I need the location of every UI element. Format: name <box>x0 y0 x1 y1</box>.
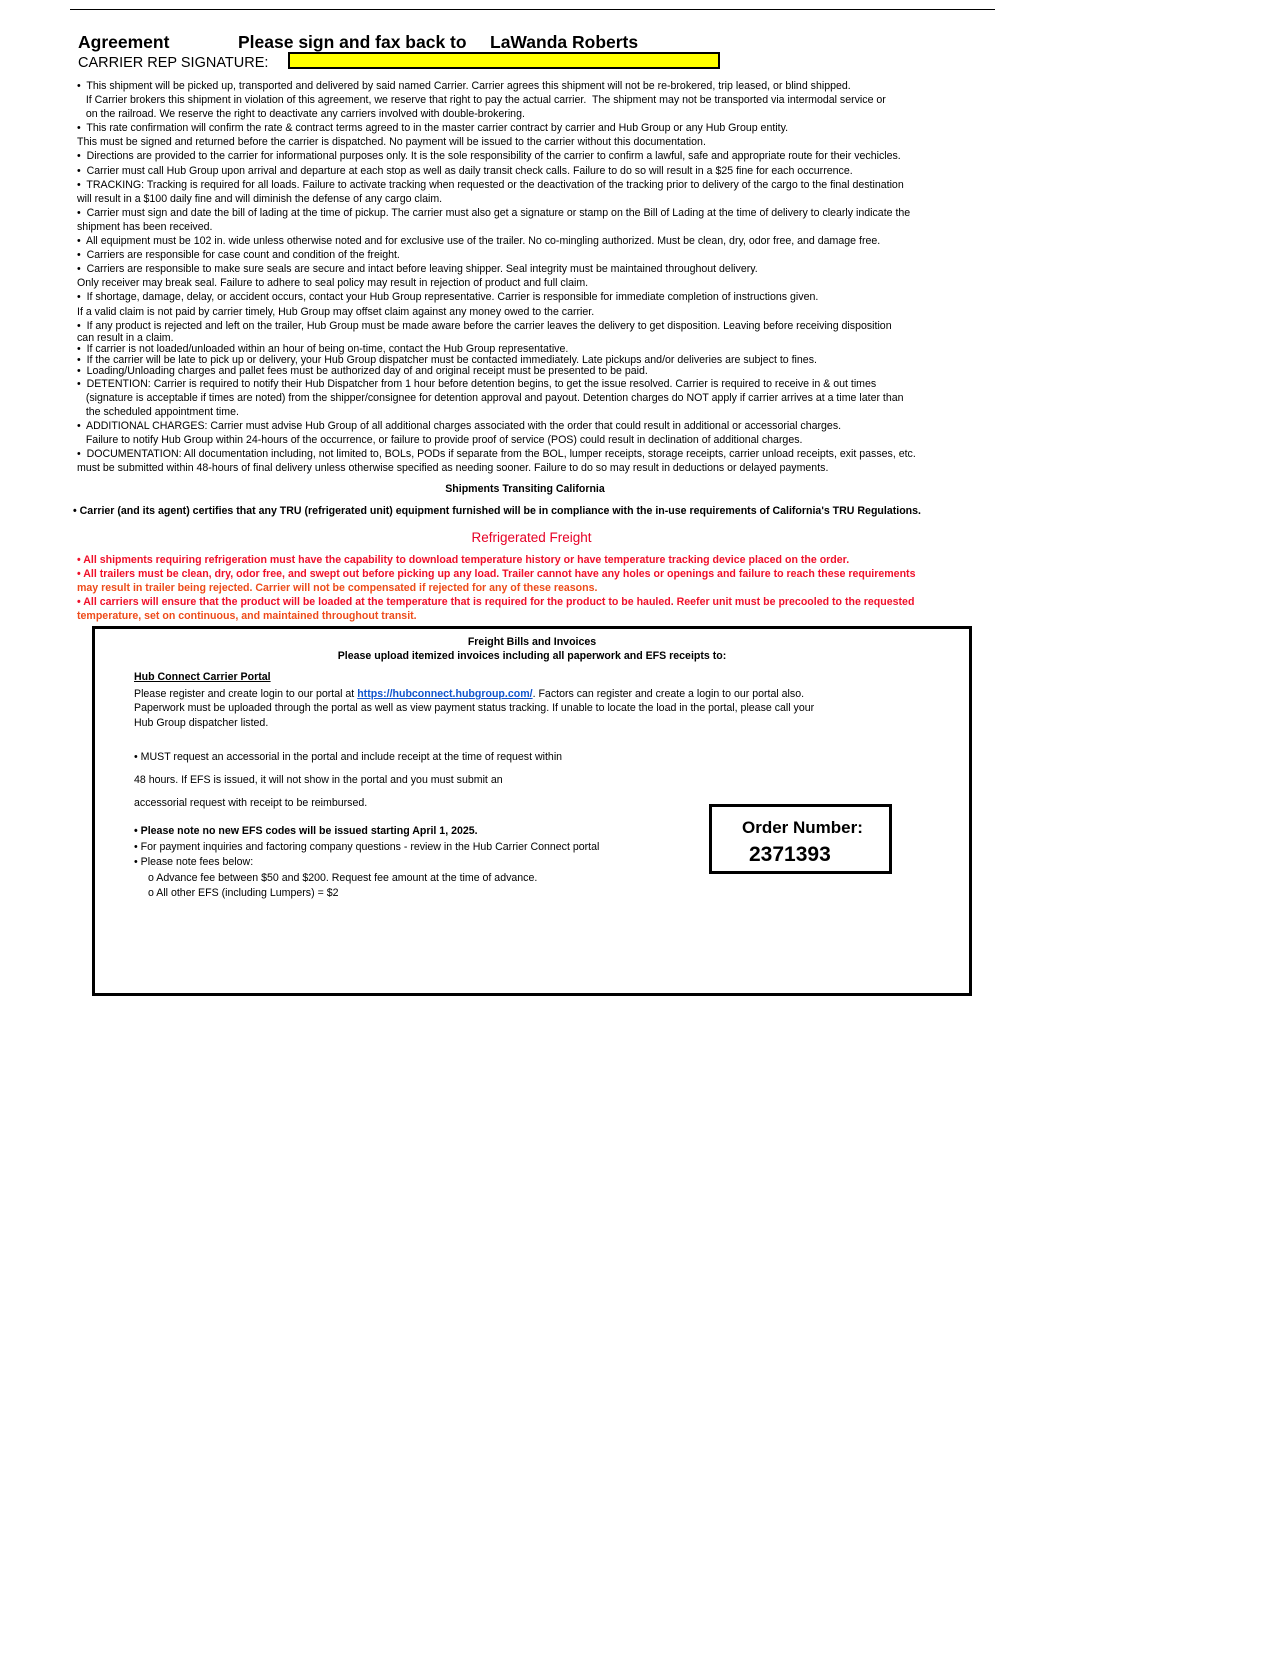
terms-line: • DETENTION: Carrier is required to notify their Hub Dispatcher from 1 hour before detention begins, to get the issue resolved. Carrier is required to receive in & out times <box>77 377 877 390</box>
contact-name: LaWanda Roberts <box>490 32 639 52</box>
freight-bills-box <box>92 626 972 996</box>
fax-instruction: Please sign and fax back to <box>238 32 467 52</box>
terms-line: • Carriers are responsible to make sure seals are secure and intact before leaving shipper. Seal integrity must be maintained throughout delivery. <box>77 263 758 276</box>
efs-note: • Please note no new EFS codes will be issued starting April 1, 2025. <box>134 825 478 837</box>
terms-line: the scheduled appointment time. <box>77 405 239 418</box>
terms-line: will result in a $100 daily fine and will diminish the defense of any cargo claim. <box>77 192 443 205</box>
terms-line: • TRACKING: Tracking is required for all loads. Failure to activate tracking when requested or the deactivation of the tracking prior to delivery of the cargo to the final destination <box>77 178 904 191</box>
terms-line: Failure to notify Hub Group within 24-hours of the occurrence, or failure to provide proof of service (POS) could result in declination of additional charges. <box>77 434 803 447</box>
terms-line: • ADDITIONAL CHARGES: Carrier must advise Hub Group of all additional charges associated with the order that could result in additional or accessorial charges. <box>77 419 842 432</box>
terms-line: • This shipment will be picked up, transported and delivered by said named Carrier. Carrier agrees this shipment will not be re-brokered, trip leased, or blind shipped. <box>77 80 851 92</box>
agreement-heading: Agreement <box>78 32 170 52</box>
portal-title: Hub Connect Carrier Portal <box>134 671 271 683</box>
terms-line: • This rate confirmation will confirm the rate & contract terms agreed to in the master carrier contract by carrier and Hub Group or any Hub Group entity. <box>77 122 789 135</box>
refrigerated-line: may result in trailer being rejected. Carrier will not be compensated if rejected for any of these reasons. <box>77 582 598 595</box>
payment-note: • For payment inquiries and factoring company questions - review in the Hub Carrier Connect portal <box>134 840 600 853</box>
terms-line: • All equipment must be 102 in. wide unless otherwise noted and for exclusive use of the trailer. No co-mingling authorized. Must be clean, dry, odor free, and damage free. <box>77 235 881 248</box>
order-number-label: Order Number: <box>742 818 863 837</box>
terms-line: • Carrier must call Hub Group upon arrival and departure at each stop as well as daily transit check calls. Failure to do so will result in a $25 fine for each occurrence. <box>77 164 853 177</box>
portal-text <box>134 687 814 730</box>
refrigerated-line: • All trailers must be clean, dry, odor free, and swept out before picking up any load. Trailer cannot have any holes or openings and failure to reach these requirements <box>77 568 916 581</box>
accessorial-line: accessorial request with receipt to be reimbursed. <box>134 797 368 809</box>
accessorial-line: • MUST request an accessorial in the portal and include receipt at the time of request within <box>134 751 563 763</box>
freight-bills-subtitle: Please upload itemized invoices including all paperwork and EFS receipts to: <box>337 650 727 662</box>
refrigerated-title: Refrigerated Freight <box>471 530 592 545</box>
refrigerated-line: • All carriers will ensure that the product will be loaded at the temperature that is required for the product to be hauled. Reefer unit must be precooled to the requested <box>77 596 915 609</box>
terms-line: • If the carrier will be late to pick up or delivery, your Hub Group dispatcher must be contacted immediately. Late pickups and/or deliveries are subject to fines. <box>77 353 817 366</box>
terms-line: This must be signed and returned before the carrier is dispatched. No payment will be issued to the carrier without this documentation. <box>77 136 706 149</box>
accessorial-line: 48 hours. If EFS is issued, it will not show in the portal and you must submit an <box>134 774 503 786</box>
terms-line: must be submitted within 48-hours of final delivery unless otherwise specified as needing sooner. Failure to do so may result in deductions or delayed payments. <box>77 462 829 475</box>
refrigerated-line: temperature, set on continuous, and maintained throughout transit. <box>77 610 417 623</box>
terms-line: Only receiver may break seal. Failure to adhere to seal policy may result in rejection of product and full claim. <box>77 277 589 290</box>
top-divider <box>70 9 995 10</box>
portal-line: Hub Group dispatcher listed. <box>134 716 269 729</box>
portal-link[interactable]: https://hubconnect.hubgroup.com/ <box>357 688 533 700</box>
fee-advance: o Advance fee between $50 and $200. Request fee amount at the time of advance. <box>148 871 538 884</box>
refrigerated-list <box>77 553 977 623</box>
fees-note: • Please note fees below: <box>134 856 254 868</box>
terms-line: • Directions are provided to the carrier for informational purposes only. It is the sole responsibility of the carrier to confirm a lawful, safe and appropriate route for their vechicles. <box>77 150 901 163</box>
terms-line: • Loading/Unloading charges and pallet fees must be authorized day of and original receipt must be presented to be paid. <box>77 364 648 377</box>
terms-line: shipment has been received. <box>77 220 213 233</box>
california-title: Shipments Transiting California <box>445 483 605 495</box>
terms-line: • If carrier is not loaded/unloaded within an hour of being on-time, contact the Hub Group representative. <box>77 342 569 355</box>
order-number-box <box>709 804 892 874</box>
order-number: 2371393 <box>749 843 831 866</box>
terms-list <box>77 79 977 475</box>
california-text: • Carrier (and its agent) certifies that any TRU (refrigerated unit) equipment furnished will be in compliance with the in-use requirements of California's TRU Regulations. <box>73 505 921 517</box>
signature-label: CARRIER REP SIGNATURE: <box>78 55 269 71</box>
terms-line: • DOCUMENTATION: All documentation including, not limited to, BOLs, PODs if separate from the BOL, lumper receipts, storage receipts, carrier unload receipts, exit passes, etc. <box>77 448 916 461</box>
fee-other: o All other EFS (including Lumpers) = $2 <box>148 886 339 899</box>
terms-line: can result in a claim. <box>77 331 174 344</box>
terms-line: If Carrier brokers this shipment in violation of this agreement, we reserve that right to pay the actual carrier. The shipment may not be transported via intermodal service or <box>77 94 886 107</box>
signature-field[interactable] <box>288 52 720 69</box>
freight-bills-title: Freight Bills and Invoices <box>467 636 597 648</box>
terms-line: If a valid claim is not paid by carrier timely, Hub Group may offset claim against any money owed to the carrier. <box>77 305 595 318</box>
terms-line: • If any product is rejected and left on the trailer, Hub Group must be made aware before the carrier leaves the delivery to get disposition. Leaving before receiving disposition <box>77 319 892 332</box>
payment-notes <box>134 824 599 901</box>
portal-line: Paperwork must be uploaded through the portal as well as view payment status tracking. If unable to locate the load in the portal, please call your <box>134 702 815 715</box>
terms-line: • Carrier must sign and date the bill of lading at the time of pickup. The carrier must also get a signature or stamp on the Bill of Lading at the time of delivery to clearly indicate the <box>77 206 911 219</box>
terms-line: • If shortage, damage, delay, or accident occurs, contact your Hub Group representative. Carrier is responsible for immediate completion of instructions given. <box>77 291 819 304</box>
terms-line: on the railroad. We reserve the right to deactivate any carriers involved with double-brokering. <box>77 108 525 121</box>
terms-line: (signature is acceptable if times are noted) from the shipper/consignee for detention approval and payout. Detention charges do NOT apply if carrier arrives at a time later than <box>77 391 904 404</box>
terms-line: • Carriers are responsible for case count and condition of the freight. <box>77 249 400 262</box>
portal-text-post: . Factors can register and create a login to our portal also. <box>532 688 805 700</box>
refrigerated-line: • All shipments requiring refrigeration must have the capability to download temperature history or have temperature tracking device placed on the order. <box>77 554 850 566</box>
portal-text-pre: Please register and create login to our portal at <box>134 688 358 700</box>
